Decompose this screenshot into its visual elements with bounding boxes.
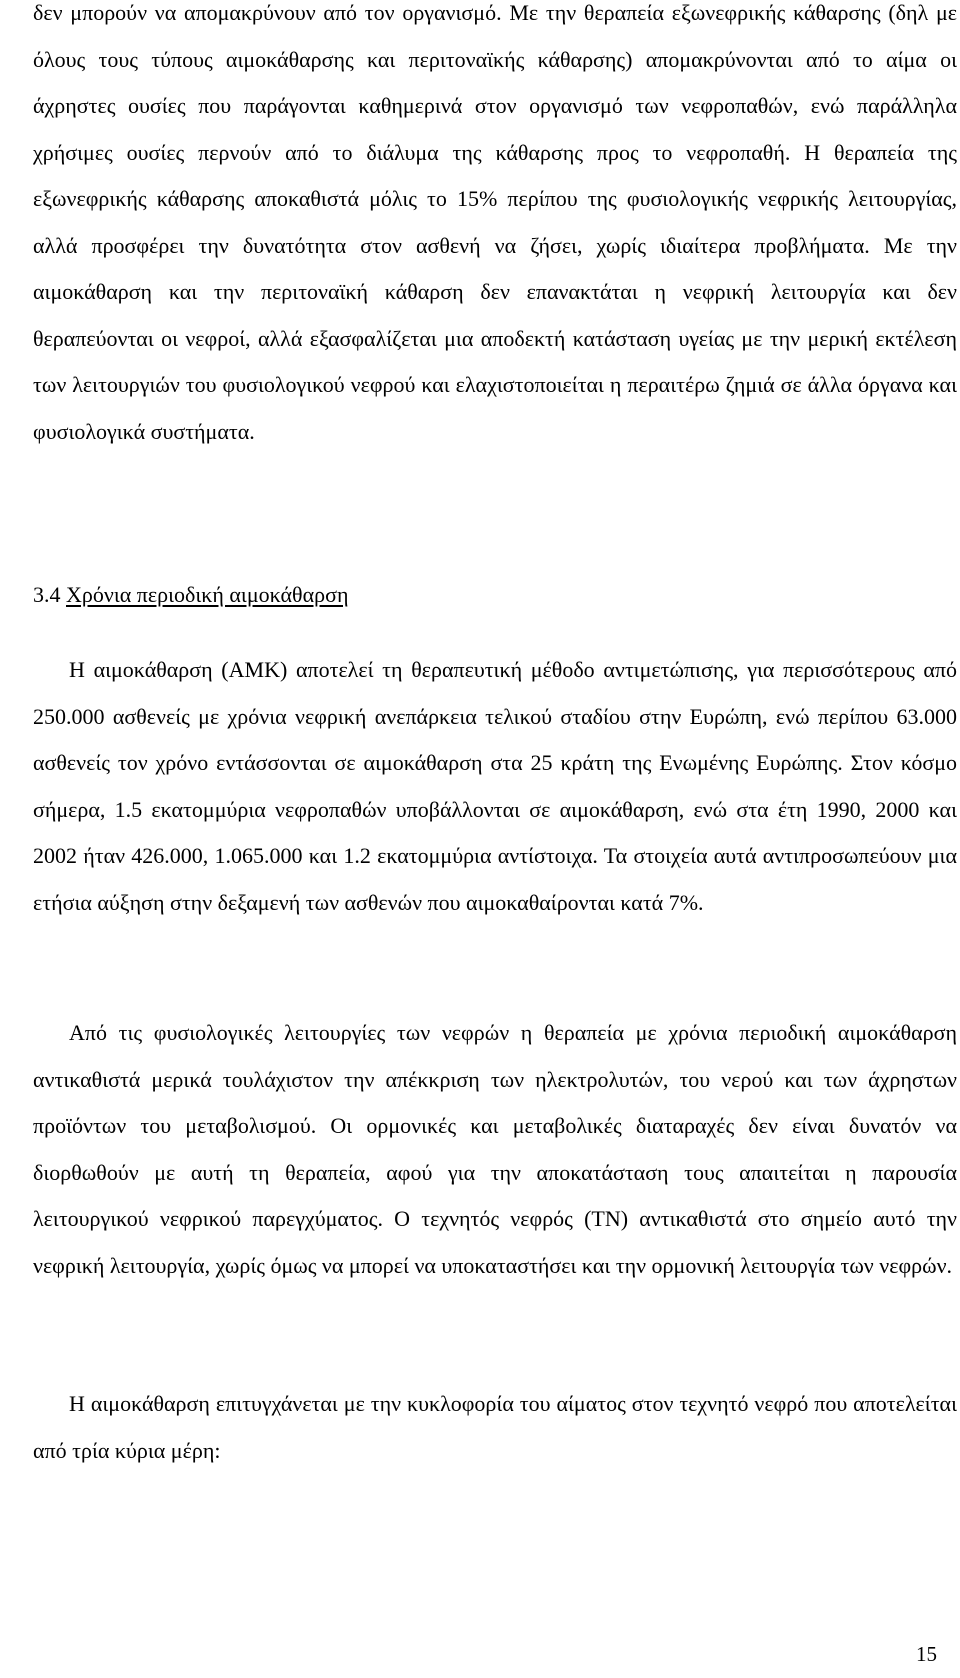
section-title: Χρόνια περιοδική αιμοκάθαρση	[66, 582, 349, 607]
section-number: 3.4	[33, 582, 61, 607]
paragraph-intro: δεν μπορούν να απομακρύνουν από τον οργανισμό. Με την θεραπεία εξωνεφρικής κάθαρσης (δηλ με όλους τους τύπους αιμοκάθαρσης και περιτοναϊκής κάθαρσης) απομακρύνονται από το αίμα οι άχρηστες ουσίες που παράγονται καθημερινά στον οργανισμό των νεφροπαθών, ενώ παράλληλα χρήσιμες ουσίες περνούν από το διάλυμα της κάθαρσης προς το νεφροπαθή. Η θεραπεία της εξωνεφρικής κάθαρσης αποκαθιστά μόλις το 15% περίπου της φυσιολογικής νεφρικής λειτουργίας, αλλά προσφέρει την δυνατότητα στον ασθενή να ζήσει, χωρίς ιδιαίτερα προβλήματα. Με την αιμοκάθαρση και την περιτοναϊκή κάθαρση δεν επανακτάται η νεφρική λειτουργία και δεν θεραπεύονται οι νεφροί, αλλά εξασφαλίζεται μια αποδεκτή κατάσταση υγείας με την μερική εκτέλεση των λειτουργιών του φυσιολογικού νεφρού και ελαχιστοποιείται η περαιτέρω ζημιά σε άλλα όργανα και φυσιολογικά συστήματα.	[33, 0, 957, 444]
page-number: 15	[916, 1642, 937, 1666]
paragraph-statistics: Η αιμοκάθαρση (ΑΜΚ) αποτελεί τη θεραπευτική μέθοδο αντιμετώπισης, για περισσότερους από 250.000 ασθενείς με χρόνια νεφρική ανεπάρκεια τελικού σταδίου στην Ευρώπη, ενώ περίπου 63.000 ασθενείς τον χρόνο εντάσσονται σε αιμοκάθαρση στα 25 κράτη της Ενωμένης Ευρώπης. Στον κόσμο σήμερα, 1.5 εκατομμύρια νεφροπαθών υποβάλλονται σε αιμοκάθαρση, ενώ στα έτη 1990, 2000 και 2002 ήταν 426.000, 1.065.000 και 1.2 εκατομμύρια αντίστοιχα. Τα στοιχεία αυτά αντιπροσωπεύουν μια ετήσια αύξηση στην δεξαμενή των ασθενών που αιμοκαθαίρονται κατά 7%.	[33, 657, 957, 915]
paragraph-components: Η αιμοκάθαρση επιτυγχάνεται με την κυκλοφορία του αίματος στον τεχνητό νεφρό που αποτελείται από τρία κύρια μέρη:	[33, 1391, 957, 1463]
section-heading	[33, 580, 348, 610]
paragraph-functions: Από τις φυσιολογικές λειτουργίες των νεφρών η θεραπεία με χρόνια περιοδική αιμοκάθαρση αντικαθιστά μερικά τουλάχιστον την απέκκριση των ηλεκτρολυτών, του νερού και των άχρηστων προϊόντων του μεταβολισμού. Οι ορμονικές και μεταβολικές διαταραχές δεν είναι δυνατόν να διορθωθούν με αυτή τη θεραπεία, αφού για την αποκατάσταση τους απαιτείται η παρουσία λειτουργικού νεφρικού παρεγχύματος. Ο τεχνητός νεφρός (ΤΝ) αντικαθιστά στο σημείο αυτό την νεφρική λειτουργία, χωρίς όμως να μπορεί να υποκαταστήσει και την ορμονική λειτουργία των νεφρών.	[33, 1020, 957, 1278]
